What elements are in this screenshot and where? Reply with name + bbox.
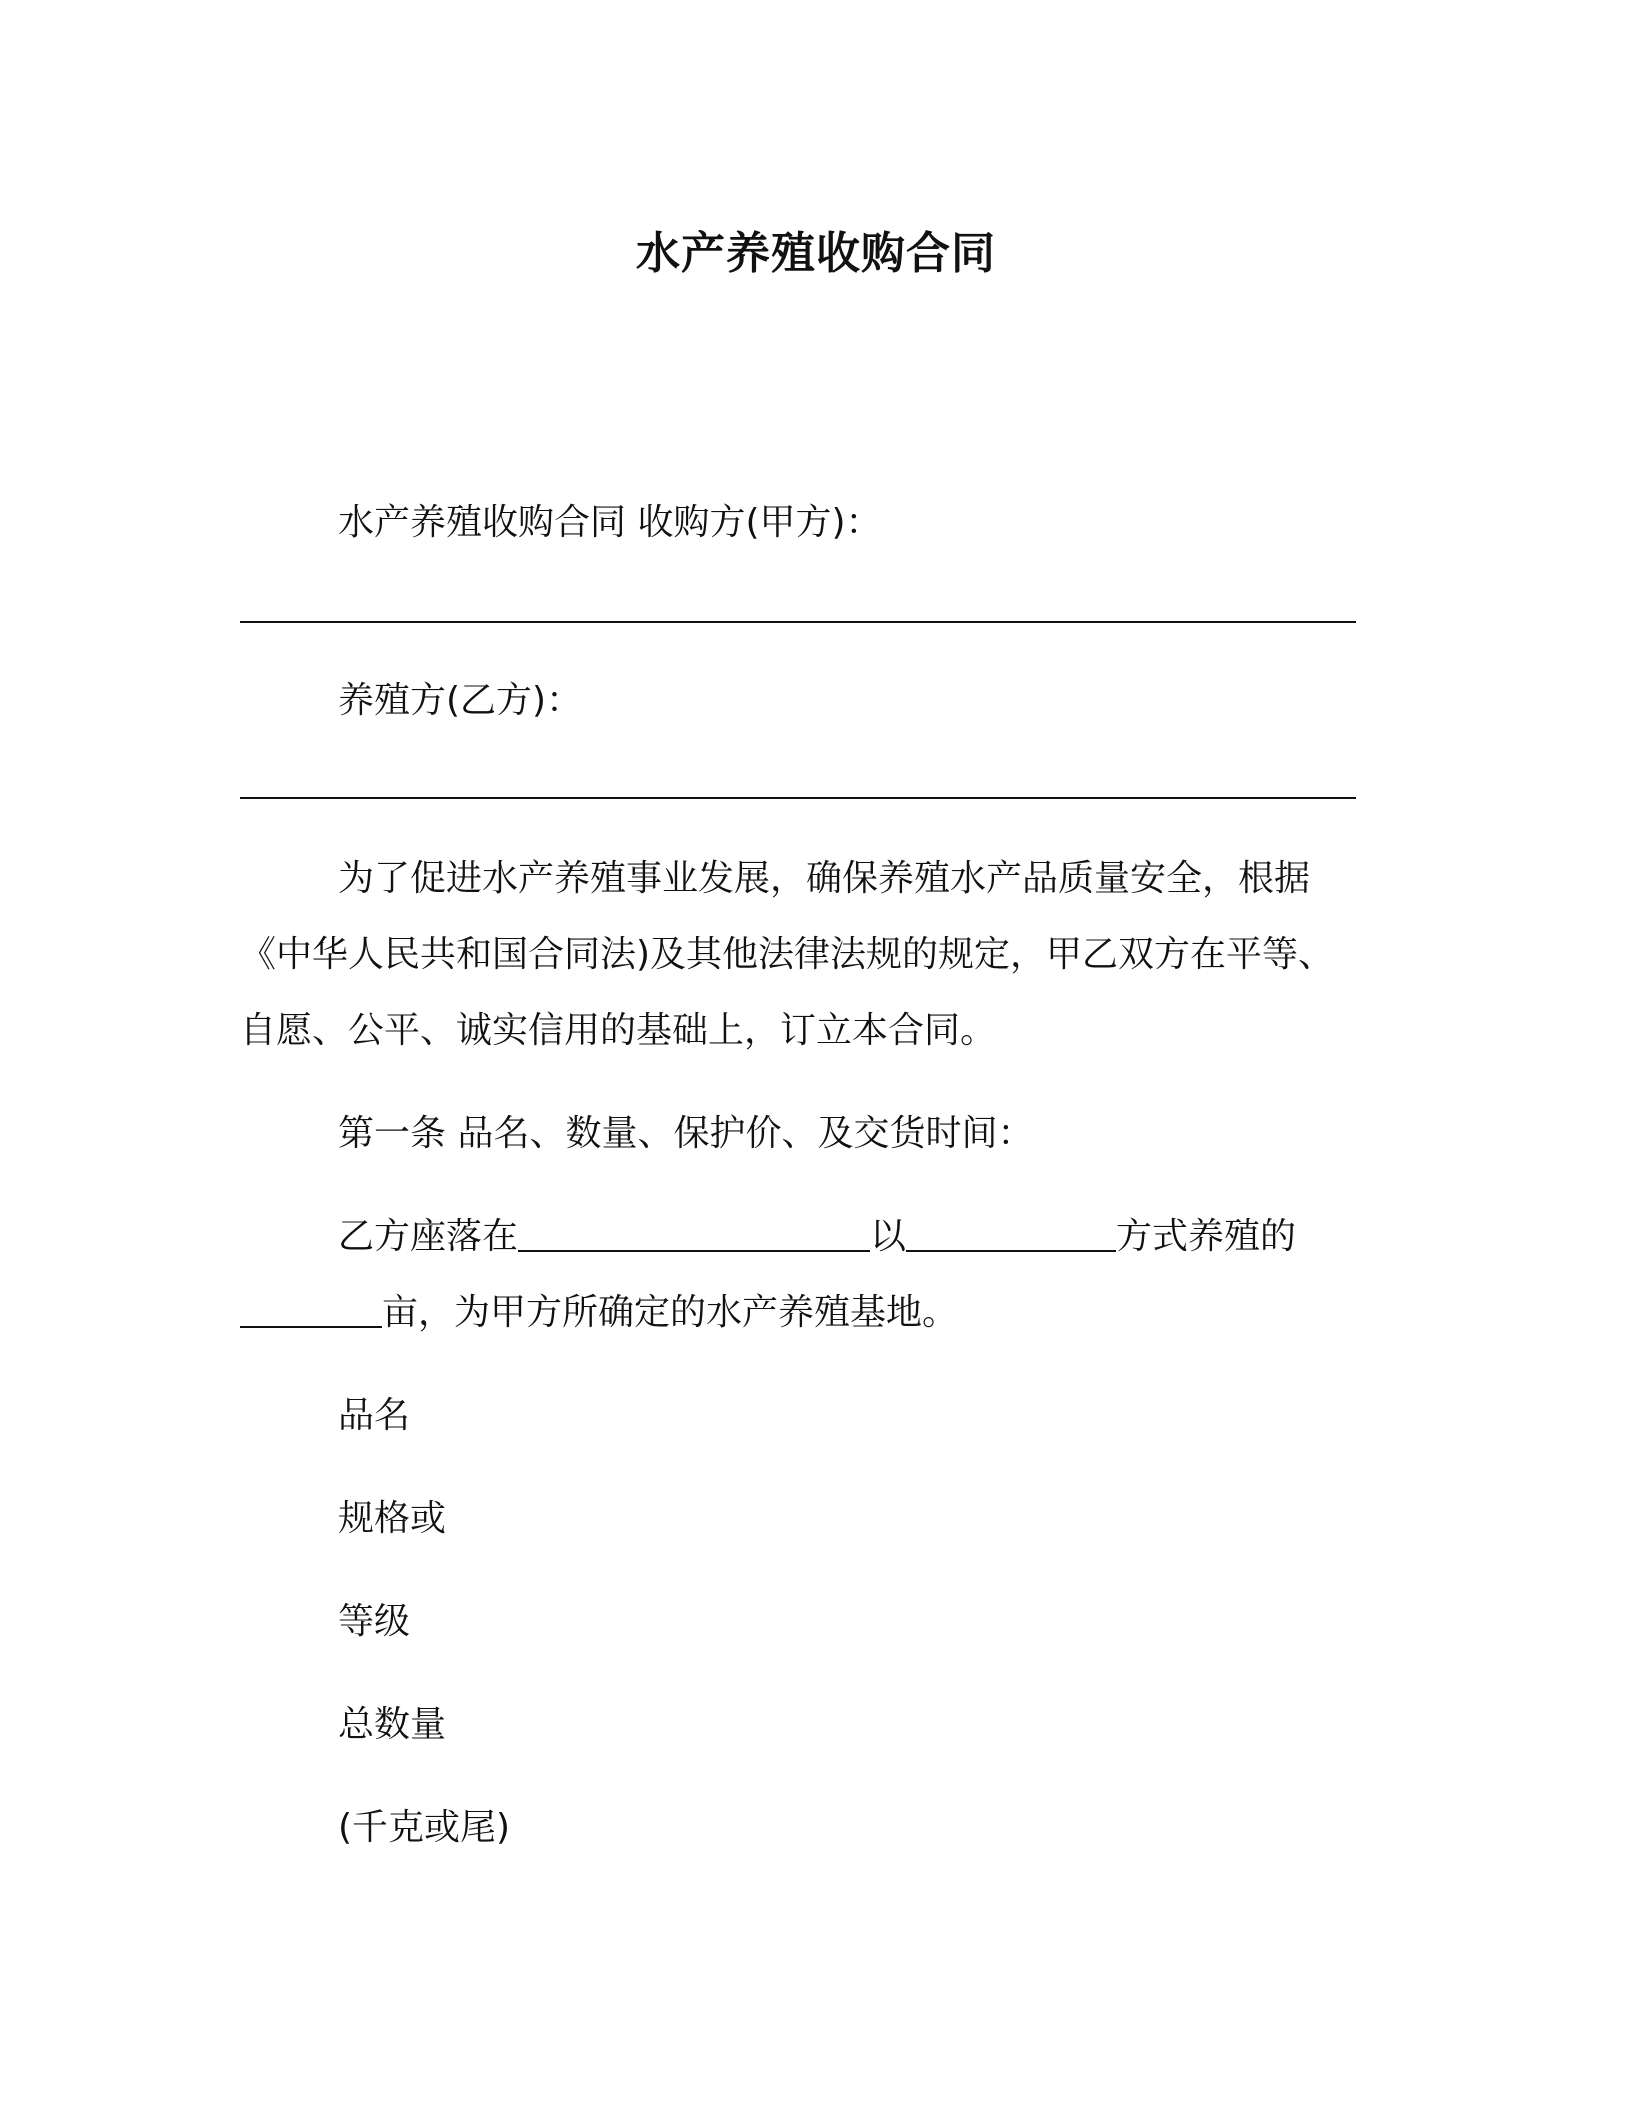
party-a-blank — [240, 621, 1356, 623]
preamble-line-1: 为了促进水产养殖事业发展，确保养殖水产品质量安全，根据 — [338, 858, 1311, 899]
base-location-line — [338, 1214, 1296, 1260]
method-blank — [906, 1220, 1116, 1252]
party-b-label: 养殖方(乙方)： — [338, 680, 583, 721]
label-product-name: 品名 — [338, 1395, 411, 1436]
location-prefix: 乙方座落在 — [338, 1216, 519, 1257]
label-unit: (千克或尾) — [338, 1807, 511, 1848]
area-suffix: 亩，为甲方所确定的水产养殖基地。 — [382, 1292, 959, 1333]
preamble-line-2: 《中华人民共和国合同法)及其他法律法规的规定，甲乙双方在平等、 — [240, 934, 1335, 975]
label-total-quantity: 总数量 — [338, 1704, 447, 1745]
base-area-line — [240, 1290, 958, 1336]
party-a-label: 水产养殖收购合同 收购方(甲方)： — [338, 502, 882, 543]
article-1-heading: 第一条 品名、数量、保护价、及交货时间： — [338, 1113, 1034, 1154]
preamble-line-3: 自愿、公平、诚实信用的基础上，订立本合同。 — [240, 1010, 997, 1051]
party-b-blank — [240, 797, 1356, 799]
area-blank — [240, 1296, 382, 1328]
document-title: 水产养殖收购合同 — [636, 228, 996, 279]
location-blank — [518, 1220, 870, 1252]
label-spec: 规格或 — [338, 1498, 447, 1539]
location-mid: 以 — [870, 1216, 907, 1257]
label-grade: 等级 — [338, 1601, 411, 1642]
location-suffix: 方式养殖的 — [1116, 1216, 1297, 1257]
